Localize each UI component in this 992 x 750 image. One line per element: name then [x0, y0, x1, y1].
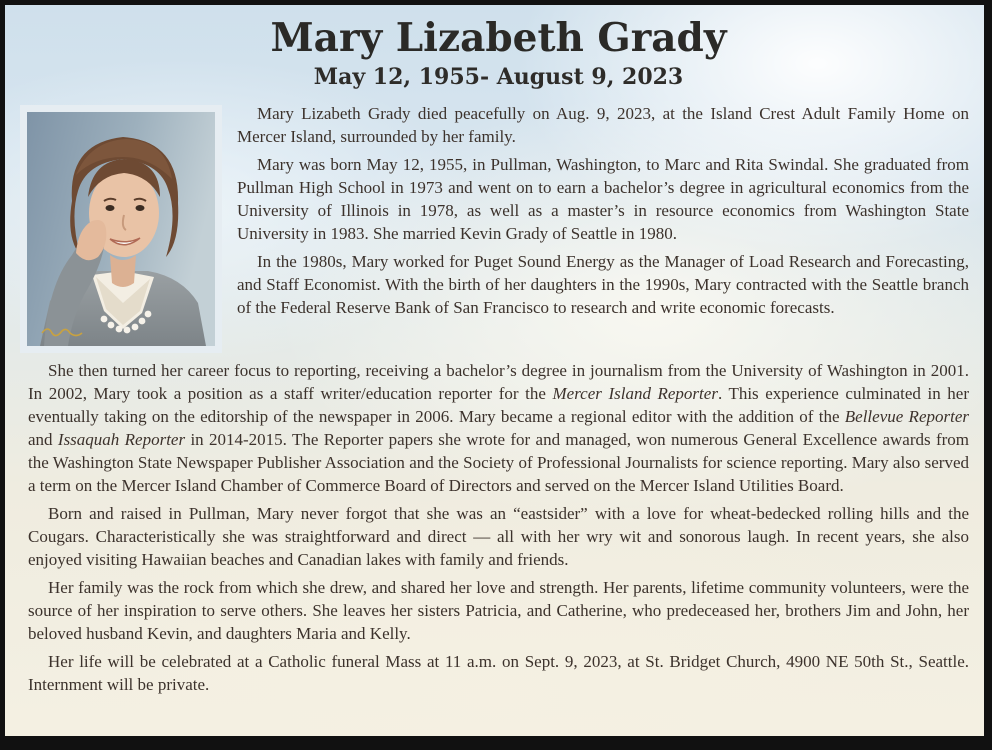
obituary-paragraph-2: Mary was born May 12, 1955, in Pullman, Washington, to Marc and Rita Swindal. She graduated from Pullman High School in 1973 and went on to earn a bachelor’s degree in agricultural economics from the University of Illinois in 1978, as well as a master’s in resource economics from Washington State University in 1983. She married Kevin Grady of Seattle in 1980. [237, 154, 969, 243]
obituary-card [5, 5, 984, 736]
obituary-paragraph-5: Born and raised in Pullman, Mary never forgot that she was an “eastsider” with a love for wheat-bedecked rolling hills and the Cougars. Characteristically she was straightforward and direct — all with her wry wit and sonorous laugh. In recent years, she also enjoyed visiting Hawaiian beaches and Canadian lakes with family and friends. [28, 503, 969, 569]
obituary-paragraph-3: In the 1980s, Mary worked for Puget Sound Energy as the Manager of Load Research and Forecasting, and Staff Economist. With the birth of her daughters in the 1990s, Mary contracted with the Seattle branch of the Federal Reserve Bank of San Francisco to research and write economic forecasts. [237, 251, 969, 317]
obituary-paragraph-6: Her family was the rock from which she drew, and shared her love and strength. Her parents, lifetime community volunteers, were the source of her inspiration to serve others. She leaves her sisters Patricia, and Catherine, who predeceased her, brothers Jim and John, her beloved husband Kevin, and daughters Maria and Kelly. [28, 577, 969, 643]
obituary-paragraph-4: She then turned her career focus to reporting, receiving a bachelor’s degree in journalism from the University of Washington in 2001. In 2002, Mary took a position as a staff writer/education reporter for the Mercer Island Reporter. This experience culminated in her eventually taking on the editorship of the newspaper in 2006. Mary became a regional editor with the addition of the Bellevue Reporter and Issaquah Reporter in 2014-2015. The Reporter papers she wrote for and managed, won numerous General Excellence awards from the Washington State Newspaper Publisher Association and the Society of Professional Journalists for science reporting. Mary also served a term on the Mercer Island Chamber of Commerce Board of Directors and served on the Mercer Island Utilities Board. [28, 360, 970, 495]
life-dates: May 12, 1955- August 9, 2023 [313, 63, 684, 90]
deceased-name: Mary Lizabeth Grady [270, 15, 727, 61]
obituary-paragraph-1: Mary Lizabeth Grady died peacefully on Aug. 9, 2023, at the Island Crest Adult Family Home on Mercer Island, surrounded by her family. [237, 103, 969, 146]
obituary-paragraph-7: Her life will be celebrated at a Catholic funeral Mass at 11 a.m. on Sept. 9, 2023, at St. Bridget Church, 4900 NE 50th St., Seattle. Internment will be private. [28, 651, 969, 694]
obituary-header [28, 17, 969, 90]
obituary-body [28, 102, 969, 696]
portrait-photo [20, 105, 222, 353]
portrait-illustration [20, 105, 222, 353]
